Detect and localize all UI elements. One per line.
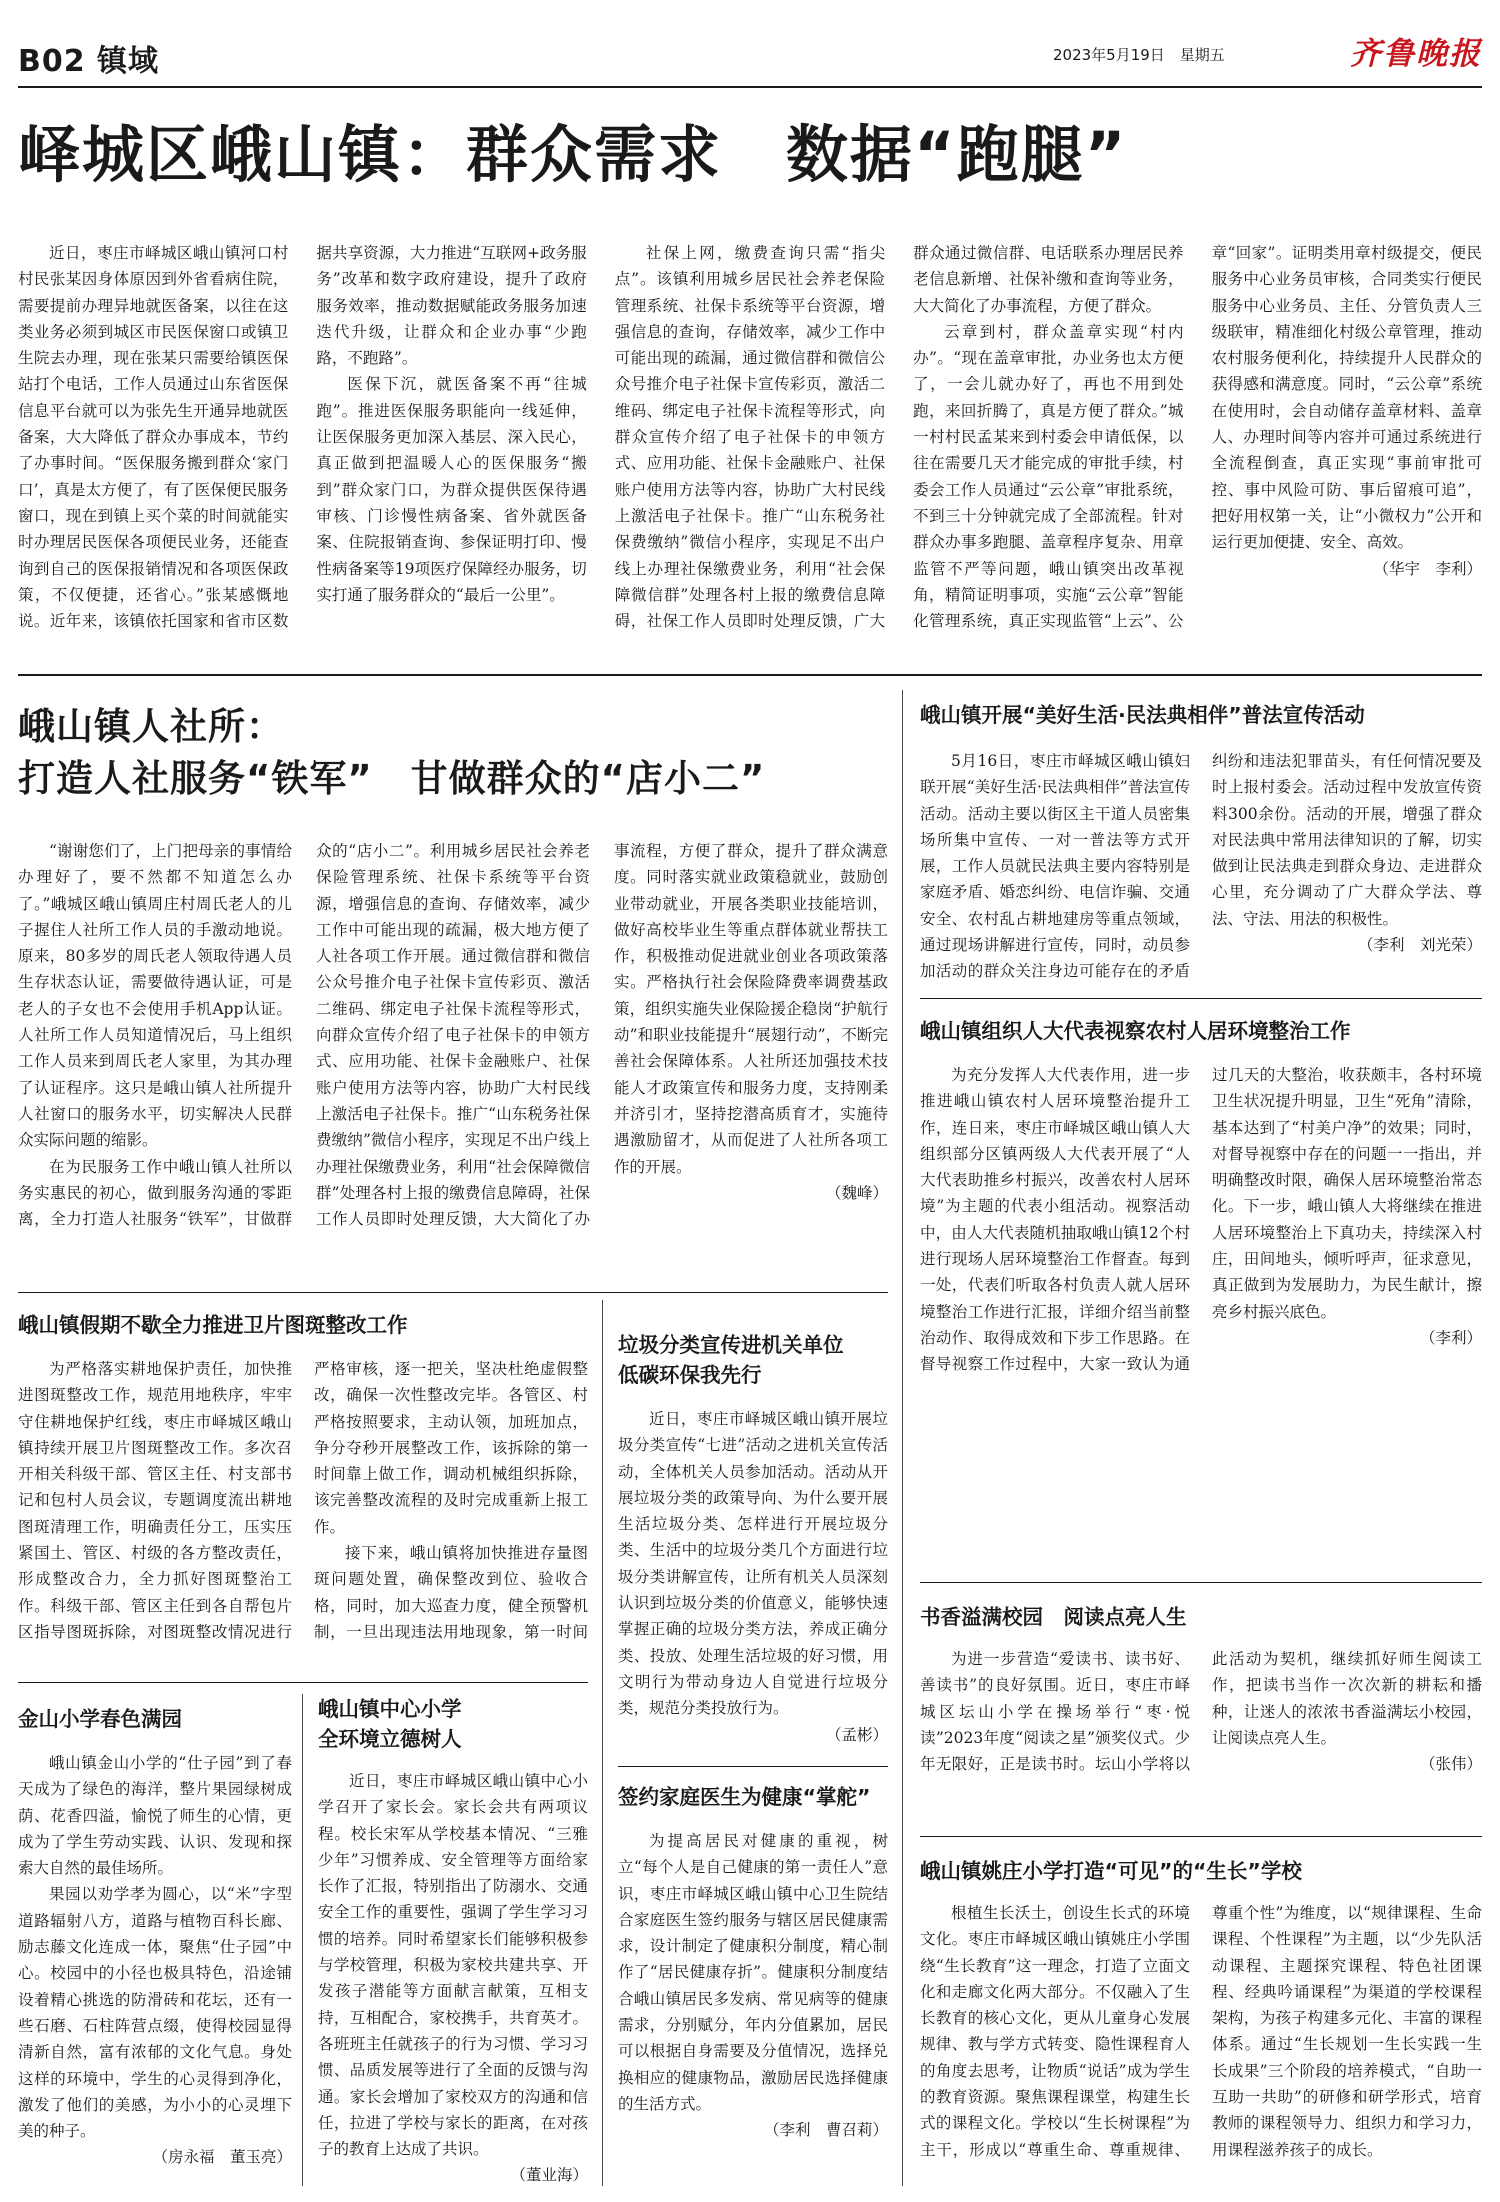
paragraph: 根植生长沃土，创设生长式的环境文化。枣庄市峄城区峨山镇姚庄小学围绕“生长教育”这一理念，打造了立面文化和走廊文化两大部分。不仅融入了生长教育的核心文化，更从儿童身心发展规律、教与学方式转变、隐性课程育人的角度去思考，让物质“说话”成为学生的教育资源。聚焦课程课堂，构建生长式的课程文化。学校以“生长树课程”为主干，形成以“尊重生命、尊重规律、尊重个性”为维度，以“规律课程、生命课程、个性课程”为主题，以“少先队活动课程、主题探究课程、特色社团课程、经典吟诵课程”为渠道的学校课程架构，为孩子构建多元化、丰富的课程体系。通过“生长规划一生长实践一生长成果”三个阶段的培养模式，“自助一互助一共助”的研修和研学形式，培育教师的课程领导力、组织力和学习力，用课程滋养孩子的成长。	[920, 1904, 1482, 2159]
paragraph: 接下来，峨山镇将加快推进存量图斑问题处置，确保整改到位、验收合格，同时，加大巡查力度，健全预警机制，一旦出现违法用地现象，第一时间	[314, 1544, 588, 1641]
doctor-headline: 签约家庭医生为健康“掌舵”	[618, 1785, 871, 1809]
satellite-article-body	[18, 1356, 588, 1670]
byline: （张伟）	[1419, 1755, 1482, 1774]
rs-headline-2: 打造人社服务“铁军” 甘做群众的“店小二”	[18, 757, 766, 800]
jinshan-article-body	[18, 1750, 292, 2186]
paragraph: 近日，枣庄市峄城区峨山镇中心小学召开了家长会。家长会共有两项议程。校长宋军从学校基本情况、“三雅少年”习惯养成、安全管理等方面给家长作了汇报，特别指出了防溺水、交通安全工作的重要性，强调了学生学习习惯的培养。同时希望家长们能够积极参与学校管理，积极为家校共建共享、开发孩子潜能等方面献言献策，互相支持，互相配合，家校携手，共育英才。各班班主任就孩子的行为习惯、学习习惯、品质发展等进行了全面的反馈与沟通。家长会增加了家校双方的沟通和信任，拉进了学校与家长的距离，在对孩子的教育上达成了共识。	[318, 1772, 588, 2159]
paragraph: 为进一步营造“爱读书、读书好、善读书”的良好氛围。近日，枣庄市峄城区坛山小学在操场举行“枣·悦读”2023年度“阅读之星”颁奖仪式。少年无限好，正是读书时。坛山小学将以此活动为契机，继续抓好师生阅读工作，把读书当作一次次新的耕耘和播种，让迷人的浓浓书香溢满坛小校园，让阅读点亮人生。	[920, 1650, 1482, 1774]
byline: （李利 曹召莉）	[763, 2121, 888, 2140]
npc-headline: 峨山镇组织人大代表视察农村人居环境整治工作	[920, 1019, 1351, 1043]
paragraph: 为严格落实耕地保护责任，加快推进图斑整改工作，规范用地秩序，牢牢守住耕地保护红线，枣庄市峄城区峨山镇持续开展卫片图斑整改工作。多次召开相关科级干部、管区主任、村支部书记和包村人员会议，专题调度流出耕地图斑清理工作，明确责任分工，压实压紧国土、管区、村级的各方整改责任，形成整改合力，全力抓好图斑整治工作。科级干部、管区主任到各自帮包片区指导图斑拆除，对图斑整改情况进行严格审核，逐一把关，坚决杜绝虚假整改，确保一次性整改完毕。各管区、村严格按照要求，主动认领，加班加点，争分夺秒开展整改工作，该拆除的第一时间靠上做工作，调动机械组织拆除，该完善整改流程的及时完成重新上报工作。	[18, 1360, 588, 1641]
paragraph: 医保下沉，就医备案不再“往城跑”。推进医保服务职能向一线延伸，让医保服务更加深入基层、深入民心，真正做到把温暖人心的医保服务“搬到”群众家门口，为群众提供医保待遇审核、门诊慢性病备案、省外就医备案、住院报销查询、参保证明打印、慢性病备案等19项医疗保障经办服务，切实打通了服务群众的“最后一公里”。	[316, 375, 587, 604]
section-divider	[920, 1582, 1482, 1583]
paragraph: 云章到村，群众盖章实现“村内办”。“现在盖章审批，办业务也太方便了，一会儿就办好了，再也不用到处跑，来回折腾了，真是方便了群众。”城一村村民孟某来到村委会申请低保，以往在需要几天才能完成的审批手续，村委会工作人员通过“云公章”审批系统，不到三十分钟就完成了全部流程。针对群众办事多跑腿、盖章程序复杂、用章监管不严等问题，峨山镇突出改革视角，精简证明事项，实施“云公章”智能化管理系统，真正实现监管“上云”、公章“回家”。证明类用章村级提交，便民服务中心业务员审核，合同类实行便民服务中心业务员、主任、分管负责人三级联审，精准细化村级公章管理，推动农村服务便利化，持续提升人民群众的获得感和满意度。同时，“云公章”系统在使用时，会自动储存盖章材料、盖章人、办理时间等内容并可通过系统进行全流程倒查，真正实现“事前审批可控、事中风险可防、事后留痕可追”，把好用权第一关，让“小微权力”公开和运行更加便捷、安全、高效。	[913, 244, 1482, 631]
issue-date: 2023年5月19日 星期五	[1053, 46, 1225, 64]
books-article-body	[920, 1646, 1482, 1824]
zhongxin-headline-1: 峨山镇中心小学	[318, 1697, 462, 1721]
section-divider	[18, 1292, 888, 1293]
paragraph: 为充分发挥人大代表作用，进一步推进峨山镇农村人居环境整治提升工作，连日来，枣庄市峄城区峨山镇人大组织部分区镇两级人大代表开展了“人大代表助推乡村振兴，改善农村人居环境”为主题的代表小组活动。视察活动中，由人大代表随机抽取峨山镇12个村进行现场人居环境整治工作督查。每到一处，代表们听取各村负责人就人居环境整治工作进行汇报，详细介绍当前整治动作、取得成效和下步工作思路。在督导视察工作过程中，大家一致认为通过几天的大整治，收获颇丰，各村环境卫生状况提升明显，卫生“死角”清除，基本达到了“村美户净”的效果；同时，对督导视察中存在的问题一一指出，并明确整改时限，确保人居环境整治常态化。下一步，峨山镇人大将继续在推进人居环境整治上下真功夫，持续深入村庄，田间地头，倾听呼声，征求意见，真正做到为发展助力，为民生献计，擦亮乡村振兴底色。	[920, 1066, 1482, 1374]
books-headline: 书香溢满校园 阅读点亮人生	[920, 1605, 1187, 1629]
section-divider	[18, 1682, 588, 1683]
garbage-headline-2: 低碳环保我先行	[618, 1363, 762, 1387]
section-label: B02 镇域	[18, 44, 160, 79]
rs-article-body	[18, 838, 888, 1280]
byline: （孟彬）	[825, 1725, 888, 1744]
section-divider	[18, 674, 1482, 676]
jinshan-headline: 金山小学春色满园	[18, 1707, 182, 1731]
byline: （李利 刘光荣）	[1357, 936, 1482, 955]
column-rule	[902, 690, 903, 2186]
paragraph: 为提高居民对健康的重视，树立“每个人是自己健康的第一责任人”意识，枣庄市峄城区峨山镇中心卫生院结合家庭医生签约服务与辖区居民健康需求，设计制定了健康积分制度，精心制作了“居民健康存折”。健康积分制度结合峨山镇居民多发病、常见病等的健康需求，分别赋分，年内分值累加，居民可以根据自身需要及分值情况，选择兑换相应的健康物品，激励居民选择健康的生活方式。	[618, 1832, 888, 2113]
byline: （李利）	[1419, 1328, 1482, 1347]
section-divider	[618, 1766, 888, 1767]
section-divider	[920, 1836, 1482, 1837]
zhongxin-article-body	[318, 1768, 588, 2186]
newspaper-logo: 齐鲁晚报	[1350, 36, 1482, 72]
satellite-headline: 峨山镇假期不歇全力推进卫片图斑整改工作	[18, 1313, 408, 1337]
byline: （魏峰）	[825, 1183, 888, 1202]
legal-headline: 峨山镇开展“美好生活·民法典相伴”普法宣传活动	[920, 703, 1365, 727]
byline: （华宇 李利）	[1373, 559, 1482, 578]
paragraph: 社保上网，缴费查询只需“指尖点”。该镇利用城乡居民社会养老保险管理系统、社保卡系统等平台资源，增强信息的查询，存储效率，减少工作中可能出现的疏漏，通过微信群和微信公众号推介电子社保卡宣传彩页，激活二维码、绑定电子社保卡流程等形式，向群众宣传介绍了电子社保卡的申领方式、应用功能、社保卡金融账户、社保账户使用方法等内容，协助广大村民线上激活电子社保卡。推广“山东税务社保费缴纳”微信小程序，实现足不出户线上办理社保缴费业务，利用“社会保障微信群”处理各村上报的缴费信息障碍，社保工作人员即时处理反馈，广大群众通过微信群、电话联系办理居民养老信息新增、社保补缴和查询等业务，大大简化了办事流程，方便了群众。	[614, 244, 1184, 631]
garbage-headline-1: 垃圾分类宣传进机关单位	[618, 1333, 844, 1357]
section-divider	[920, 998, 1482, 999]
column-rule	[302, 1694, 303, 2186]
paragraph: 5月16日，枣庄市峄城区峨山镇妇联开展“美好生活·民法典相伴”普法宣传活动。活动主要以街区主干道人员密集场所集中宣传、一对一普法等方式开展，工作人员就民法典主要内容特别是家庭矛盾、婚恋纠纷、电信诈骗、交通安全、农村乱占耕地建房等重点领域，通过现场讲解进行宣传，同时，动员参加活动的群众关注身边可能存在的矛盾纠纷和违法犯罪苗头，有任何情况要及时上报村委会。活动过程中发放宣传资料300余份。活动的开展，增强了群众对民法典中常用法律知识的了解，切实做到让民法典走到群众身边、走进群众心里，充分调动了广大群众学法、尊法、守法、用法的积极性。	[920, 752, 1482, 981]
column-rule	[602, 1300, 603, 2186]
yaozhuang-headline: 峨山镇姚庄小学打造“可见”的“生长”学校	[920, 1859, 1302, 1883]
lead-article-body	[18, 240, 1482, 658]
npc-article-body	[920, 1062, 1482, 1570]
garbage-article-body	[618, 1406, 888, 1754]
paragraph: 近日，枣庄市峄城区峨山镇河口村村民张某因身体原因到外省看病住院，需要提前办理异地就医备案，以往在这类业务必须到城区市民医保窗口或镇卫生院去办理，现在张某只需要给镇医保站打个电话，工作人员通过山东省医保信息平台就可以为张先生开通异地就医备案，大大降低了群众办事成本，节约了办事时间。“医保服务搬到群众‘家门口’，真是太方便了，有了医保便民服务窗口，现在到镇上买个菜的时间就能实时办理居民医保各项便民业务，还能查询到自己的医保报销情况和各项医保政策，不仅便捷，还省心。”张某感慨地说。近年来，该镇依托国家和省市区数据共享资源，大力推进“互联网+政务服务”改革和数字政府建设，提升了政府服务效率，推动数据赋能政务服务加速迭代升级，让群众和企业办事“少跑路，不跑路”。	[18, 244, 587, 631]
zhongxin-headline-2: 全环境立德树人	[318, 1727, 462, 1751]
paragraph: 近日，枣庄市峄城区峨山镇开展垃圾分类宣传“七进”活动之进机关宣传活动，全体机关人员参加活动。活动从开展垃圾分类的政策导向、为什么要开展生活垃圾分类、怎样进行开展垃圾分类、生活中的垃圾分类几个方面进行垃圾分类讲解宣传，让所有机关人员深刻认识到垃圾分类的价值意义，能够快速掌握正确的垃圾分类方法，养成正确分类、投放、处理生活垃圾的好习惯，用文明行为带动身边人自觉进行垃圾分类，规范分类投放行为。	[618, 1410, 888, 1718]
byline: （董业海）	[510, 2166, 588, 2185]
yaozhuang-article-body	[920, 1900, 1482, 2186]
paragraph: 在为民服务工作中峨山镇人社所以务实惠民的初心，做到服务沟通的零距离，全力打造人社服务“铁军”，甘做群众的“店小二”。利用城乡居民社会养老保险管理系统、社保卡系统等平台资源，增强信息的查询、存储效率，减少工作中可能出现的疏漏，极大地方便了人社各项工作开展。通过微信群和微信公众号推介电子社保卡宣传彩页、激活二维码、绑定电子社保卡流程等形式，向群众宣传介绍了电子社保卡的申领方式、应用功能、社保卡金融账户、社保账户使用方法等内容，协助广大村民线上激活电子社保卡。推广“山东税务社保费缴纳”微信小程序，实现足不出户线上办理社保缴费业务，利用“社会保障微信群”处理各村上报的缴费信息障碍，社保工作人员即时处理反馈，大大简化了办事流程，方便了群众，提升了群众满意度。同时落实就业政策稳就业，鼓励创业带动就业，开展各类职业技能培训，做好高校毕业生等重点群体就业帮扶工作，积极推动促进就业创业各项政策落实。严格执行社会保险降费率调费基政策，组织实施失业保险援企稳岗“护航行动”和职业技能提升“展翅行动”，不断完善社会保障体系。人社所还加强技术技能人才政策宣传和服务力度，支持刚柔并济引才，坚持挖潜高质育才，实施待遇激励留才，从而促进了人社所各项工作的开展。	[18, 842, 888, 1229]
rs-headline-1: 峨山镇人社所：	[18, 705, 284, 748]
paragraph: 果园以劝学孝为圆心，以“米”字型道路辐射八方，道路与植物百科长廊、励志藤文化连成一体，聚焦“仕子园”中心。校园中的小径也极具特色，沿途铺设着精心挑选的防滑砖和花坛，还有一些石磨、石柱阵营点缀，使得校园显得清新自然，富有浓郁的文化气息。身处这样的环境中，学生的心灵得到净化，激发了他们的美感，为小小的心灵埋下美的种子。	[18, 1885, 292, 2141]
byline: （房永福 董玉亮）	[152, 2148, 292, 2167]
paragraph: “谢谢您们了，上门把母亲的事情给办理好了，要不然都不知道怎么办了。”峨城区峨山镇周庄村周氏老人的儿子握住人社所工作人员的手激动地说。原来，80多岁的周氏老人领取待遇人员生存状态认证，需要做待遇认证，可是老人的子女也不会使用手机App认证。人社所工作人员知道情况后，马上组织工作人员来到周氏老人家里，为其办理了认证程序。这只是峨山镇人社所提升人社窗口的服务水平，切实解决人民群众实际问题的缩影。	[18, 842, 292, 1150]
paragraph: 峨山镇金山小学的“仕子园”到了春天成为了绿色的海洋，整片果园绿树成荫、花香四溢，愉悦了师生的心情，更成为了学生劳动实践、认识、发现和探索大自然的最佳场所。	[18, 1754, 292, 1878]
lead-headline: 峄城区峨山镇：群众需求 数据“跑腿”	[18, 118, 1128, 191]
legal-article-body	[920, 748, 1482, 986]
page-header	[18, 14, 1482, 88]
doctor-article-body	[618, 1828, 888, 2186]
